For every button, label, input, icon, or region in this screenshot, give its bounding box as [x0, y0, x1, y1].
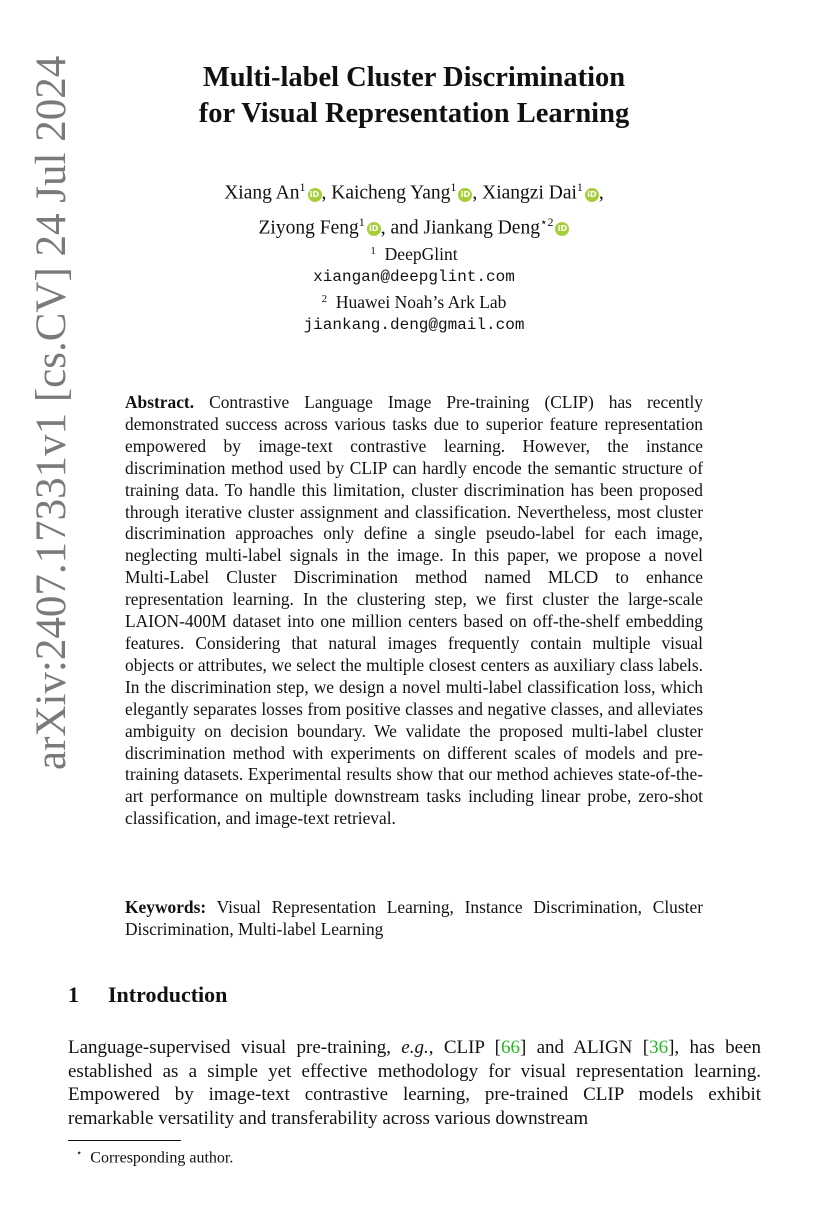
- footnote-text: Corresponding author.: [90, 1149, 234, 1167]
- affiliation-1: [0, 240, 828, 266]
- intro-text: ], has been established as a simple yet effective methodology for visual representation learning. Empowered by image-text contrastive learning, pre-trained CLIP models exhibit remarkable versatility and transferability across various downstream: [68, 1037, 761, 1129]
- keywords-label: Keywords:: [125, 897, 207, 917]
- paper-title: [0, 60, 828, 132]
- author-separator: ,: [598, 182, 604, 204]
- author-affil-sup: 1: [358, 214, 365, 229]
- title-line-1: Multi-label Cluster Discrimination: [202, 62, 626, 93]
- intro-text: , CLIP [: [428, 1037, 501, 1058]
- footnote-rule: [68, 1140, 181, 1141]
- orcid-icon[interactable]: iD: [555, 222, 569, 236]
- affiliation-sup: 2: [321, 293, 328, 305]
- author-list: [0, 173, 828, 242]
- section-title: Introduction: [108, 982, 228, 1007]
- keywords-text: Visual Representation Learning, Instance Discrimination, Cluster Discrimination, Multi-label Learning: [125, 897, 703, 939]
- affiliation-2: [0, 288, 828, 314]
- affiliation-sup: 1: [370, 245, 376, 257]
- author-and: , and: [380, 217, 424, 238]
- orcid-icon[interactable]: iD: [308, 188, 322, 202]
- author-affil-sup: 1: [299, 180, 306, 194]
- author-affil-sup: 1: [576, 180, 583, 194]
- abstract-text: Contrastive Language Image Pre-training (CLIP) has recently demonstrated success across various tasks due to superior feature representation empowered by image-text contrastive learning. However, the instance discrimination method used by CLIP can hardly encode the semantic structure of training data. To handle this limitation, cluster discrimination has been proposed through iterative cluster assignment and classification. Nevertheless, most cluster discrimination approaches only define a single pseudo-label for each image, neglecting multi-label signals in the image. In this paper, we propose a novel Multi-Label Cluster Discrimination method named MLCD to enhance representation learning. In the clustering step, we first cluster the large-scale LAION-400M dataset into one million centers based on off-the-shelf embedding features. Considering that natural images frequently contain multiple visual objects or attributes, we select the multiple closest centers as auxiliary class labels. In the discrimination step, we design a novel multi-label classification loss, which elegantly separates losses from positive classes and negative classes, and alleviates ambiguity on decision boundary. We validate the proposed multi-label cluster discrimination method with experiments on different scales of models and pre-training datasets. Experimental results show that our method achieves state-of-the-art performance on multiple downstream tasks including linear probe, zero-shot classification, and image-text retrieval.: [125, 392, 703, 829]
- orcid-icon[interactable]: iD: [367, 222, 381, 236]
- author-name: Xiang An: [224, 182, 300, 204]
- intro-text: ] and ALIGN [: [519, 1037, 650, 1058]
- keywords: [125, 897, 703, 941]
- arxiv-identifier: arXiv:2407.17331v1 [cs.CV] 24 Jul 2024: [28, 55, 75, 770]
- affiliation-name: Huawei Noah’s Ark Lab: [335, 292, 507, 312]
- citation-link[interactable]: 66: [500, 1037, 520, 1058]
- abstract-label: Abstract.: [125, 392, 195, 412]
- abstract: [125, 392, 703, 830]
- author-name: Ziyong Feng: [258, 217, 359, 238]
- citation-link[interactable]: 36: [649, 1037, 669, 1058]
- author-name: Xiangzi Dai: [482, 182, 577, 204]
- author-affil-sup: 1: [450, 180, 457, 194]
- intro-paragraph: [68, 1036, 761, 1130]
- intro-eg: e.g.: [401, 1037, 429, 1058]
- author-name: Kaicheng Yang: [331, 182, 451, 204]
- affiliations: [0, 240, 828, 336]
- footnote: [68, 1148, 233, 1167]
- affiliation-name: DeepGlint: [384, 244, 458, 264]
- section-number: 1: [68, 982, 79, 1007]
- affiliation-email[interactable]: jiankang.deng@gmail.com: [303, 315, 525, 334]
- affiliation-email[interactable]: xiangan@deepglint.com: [313, 267, 515, 286]
- author-line-2: [0, 208, 828, 243]
- author-separator: ,: [472, 182, 483, 204]
- intro-text: Language-supervised visual pre-training,: [68, 1037, 402, 1058]
- section-heading: [68, 982, 227, 1008]
- orcid-icon[interactable]: iD: [458, 188, 472, 202]
- author-name: Jiankang Deng: [423, 217, 540, 238]
- footnote-mark: ⋆: [76, 1148, 83, 1159]
- author-separator: ,: [321, 182, 332, 204]
- title-line-2: for Visual Representation Learning: [198, 98, 630, 129]
- orcid-icon[interactable]: iD: [585, 188, 599, 202]
- author-line-1: [0, 173, 828, 208]
- author-affil-sup: ⋆2: [539, 214, 554, 229]
